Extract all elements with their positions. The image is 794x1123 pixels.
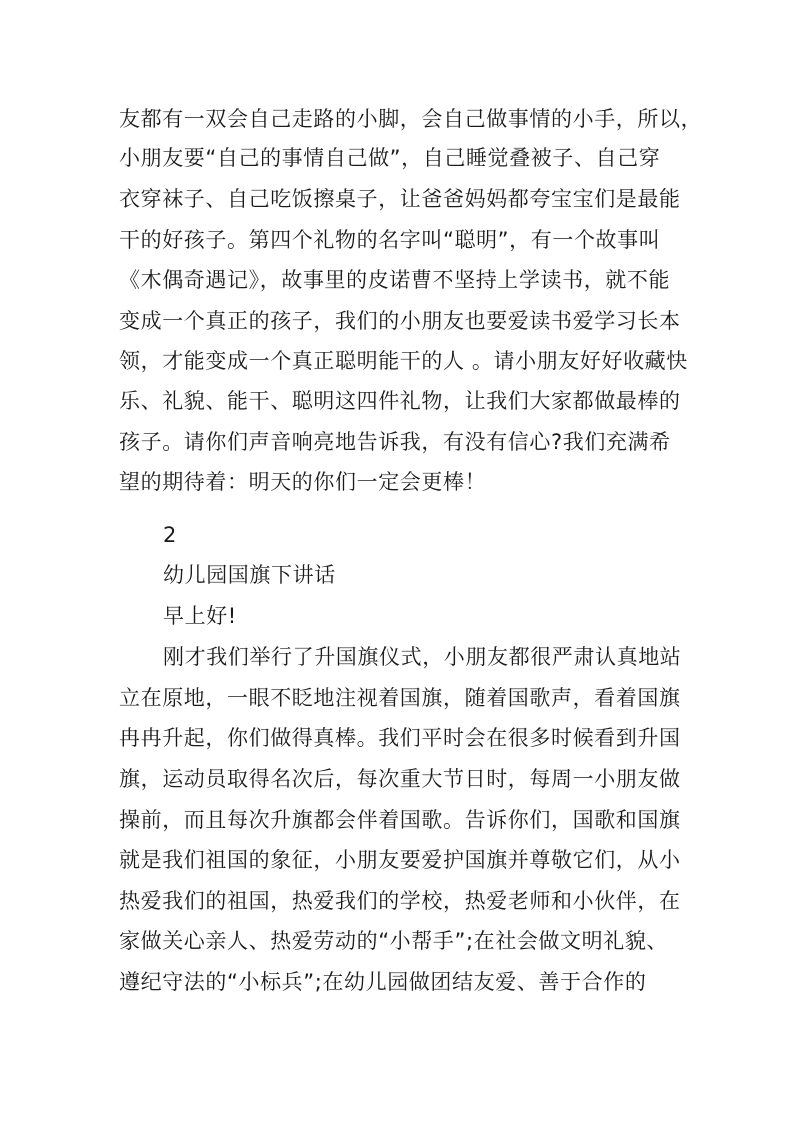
speech-line-4: 旗，运动员取得名次后，每次重大节日时，每周一小朋友做 xyxy=(119,767,681,791)
body-line-3: 衣穿袜子、自己吃饭擦桌子，让爸爸妈妈都夸宝宝们是最能 xyxy=(119,187,681,211)
greeting: 早上好! xyxy=(163,604,237,628)
speech-line-1: 刚才我们举行了升国旗仪式，小朋友都很严肃认真地站 xyxy=(163,645,682,669)
speech-line-8: 家做关心亲人、热爱劳动的“小帮手”;在社会做文明礼貌、 xyxy=(119,929,669,953)
speech-line-6: 就是我们祖国的象征，小朋友要爱护国旗并尊敬它们，从小 xyxy=(119,848,681,872)
speech-line-5: 操前，而且每次升旗都会伴着国歌。告诉你们，国歌和国旗 xyxy=(119,808,681,832)
body-line-4: 干的好孩子。第四个礼物的名字叫“聪明”，有一个故事叫 xyxy=(119,228,661,252)
section-number: 2 xyxy=(163,523,177,547)
body-line-9: 孩子。请你们声音响亮地告诉我，有没有信心?我们充满希 xyxy=(119,430,671,454)
body-line-1: 友都有一双会自己走路的小脚，会自己做事情的小手，所以， xyxy=(119,107,703,131)
body-line-6: 变成一个真正的孩子，我们的小朋友也要爱读书爱学习长本 xyxy=(119,309,681,333)
speech-line-9: 遵纪守法的“小标兵”;在幼儿园做团结友爱、善于合作的 xyxy=(119,970,647,994)
body-line-7: 领，才能变成一个真正聪明能干的人 。请小朋友好好收藏快 xyxy=(119,349,688,373)
section-title: 幼儿园国旗下讲话 xyxy=(163,563,336,587)
speech-line-2: 立在原地，一眼不眨地注视着国旗，随着国歌声，看着国旗 xyxy=(119,686,681,710)
body-line-2: 小朋友要“自己的事情自己做”，自己睡觉叠被子、自己穿 xyxy=(119,146,661,170)
speech-line-3: 冉冉升起，你们做得真棒。我们平时会在很多时候看到升国 xyxy=(119,726,681,750)
body-line-5: 《木偶奇遇记》，故事里的皮诺曹不坚持上学读书，就不能 xyxy=(119,268,671,292)
body-line-8: 乐、礼貌、能干、聪明这四件礼物，让我们大家都做最棒的 xyxy=(119,389,681,413)
body-line-10: 望的期待着：明天的你们一定会更棒！ xyxy=(119,470,487,494)
speech-line-7: 热爱我们的祖国，热爱我们的学校，热爱老师和小伙伴，在 xyxy=(119,889,681,913)
